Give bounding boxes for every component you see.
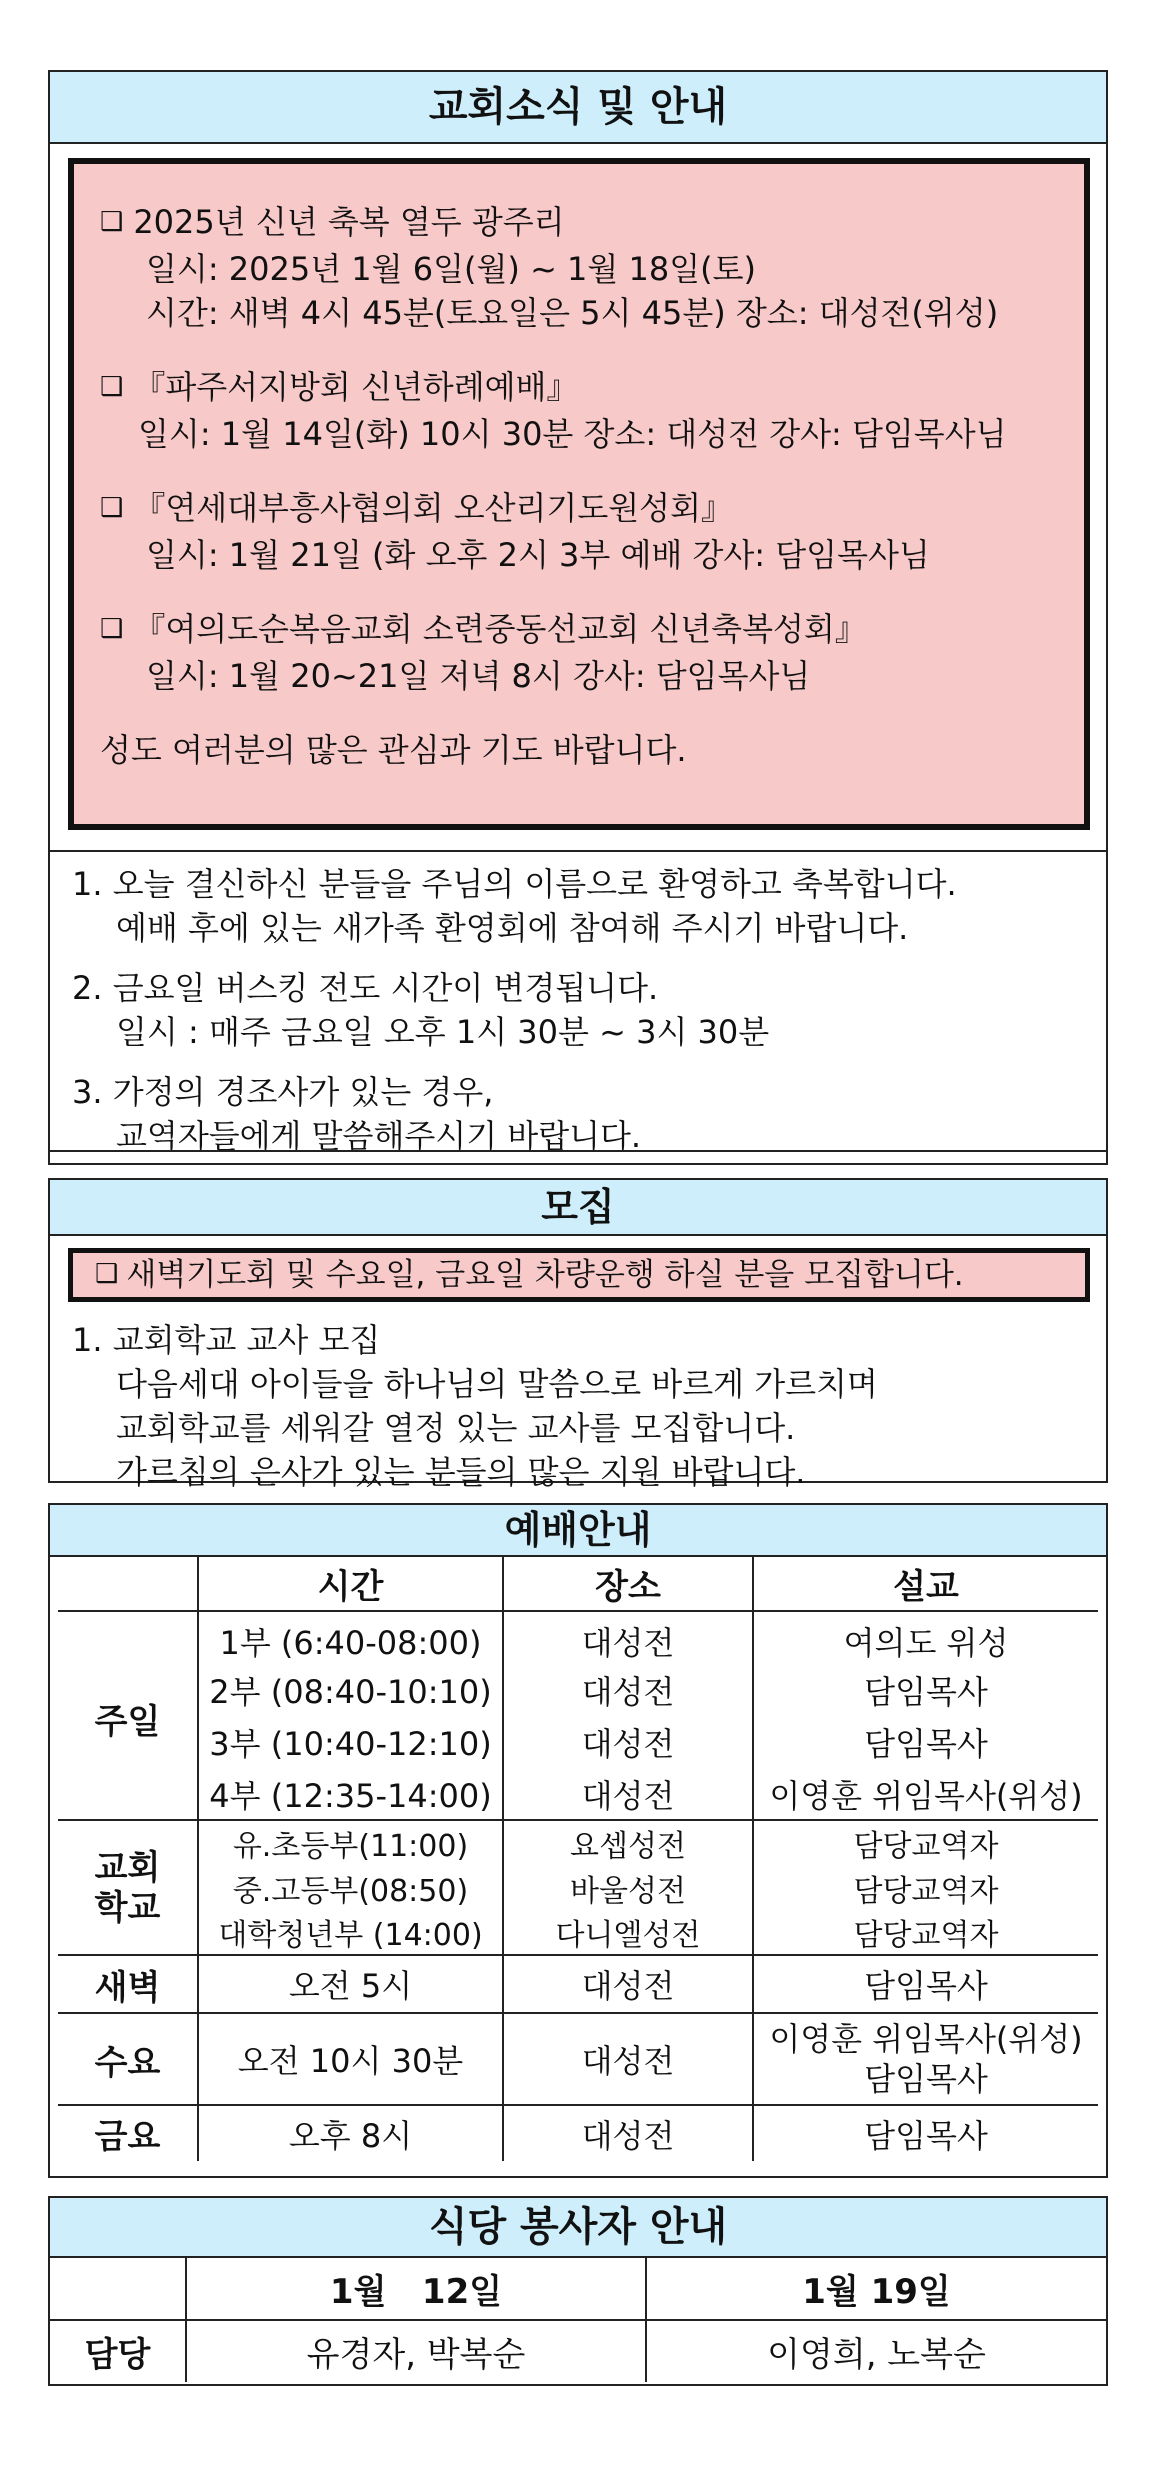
service-place: 대성전 xyxy=(503,1716,753,1768)
notice-text: 오늘 결신하신 분들을 주님의 이름으로 환영하고 축복합니다. xyxy=(112,865,957,903)
service-place: 대성전 xyxy=(503,1611,753,1664)
table-header-row xyxy=(58,1557,1098,1611)
table-row xyxy=(58,1910,1098,1955)
notice-item xyxy=(72,1070,957,1158)
service-preacher: 여의도 위성 xyxy=(843,1624,1009,1662)
wednesday-label: 수요 xyxy=(58,2013,198,2105)
church-news-section xyxy=(48,70,1108,1165)
dining-title: 식당 봉사자 안내 xyxy=(50,2198,1106,2258)
dining-table xyxy=(50,2258,1106,2382)
friday-label: 금요 xyxy=(58,2105,198,2161)
event-item xyxy=(100,486,1084,577)
service-time: 오후 8시 xyxy=(198,2105,503,2161)
notice-subtext: 교역자들에게 말씀해주시기 바랍니다. xyxy=(116,1117,642,1155)
service-preacher: 이영훈 위임목사(위성) 담임목사 xyxy=(753,2013,1098,2105)
checkbox-bullet-icon: ❑ xyxy=(100,493,124,523)
service-time: 오전 5시 xyxy=(198,1955,503,2013)
service-place: 다니엘성전 xyxy=(503,1910,753,1955)
divider xyxy=(50,1150,1106,1152)
service-time: 중.고등부(08:50) xyxy=(198,1865,503,1910)
service-time: 오전 10시 30분 xyxy=(198,2013,503,2105)
service-time: 2부 (08:40-10:10) xyxy=(198,1664,503,1716)
worship-table xyxy=(58,1557,1098,2161)
recruit-line: 교회학교를 세워갈 열정 있는 교사를 모집합니다. xyxy=(116,1409,796,1447)
notice-list xyxy=(72,862,957,1174)
event-detail: 시간: 새벽 4시 45분(토요일은 5시 45분) 장소: 대성전(위성) xyxy=(146,294,999,332)
recruit-line: 가르침의 은사가 있는 분들의 많은 지원 바랍니다. xyxy=(116,1453,806,1491)
notice-item xyxy=(72,862,957,950)
checkbox-bullet-icon: ❑ xyxy=(100,207,124,237)
events-box xyxy=(68,158,1090,830)
table-row xyxy=(58,1820,1098,1865)
dining-date: 1월 19일 xyxy=(646,2258,1106,2320)
service-place: 요셉성전 xyxy=(503,1820,753,1865)
service-preacher: 담임목사 xyxy=(753,1955,1098,2013)
service-preacher: 담당교역자 xyxy=(853,1829,999,1864)
closing-message: 성도 여러분의 많은 관심과 기도 바랍니다. xyxy=(100,731,687,769)
service-place: 대성전 xyxy=(503,2105,753,2161)
recruit-banner xyxy=(68,1248,1090,1302)
dining-volunteers: 이영희, 노복순 xyxy=(767,2335,986,2375)
service-time: 3부 (10:40-12:10) xyxy=(198,1716,503,1768)
event-item xyxy=(100,200,1084,335)
recruit-item-number: 1. xyxy=(72,1321,103,1359)
event-title: 2025년 신년 축복 열두 광주리 xyxy=(133,203,565,241)
service-place: 대성전 xyxy=(503,2013,753,2105)
event-title: 『여의도순복음교회 소련중동선교회 신년축복성회』 xyxy=(133,610,867,648)
event-detail: 일시: 1월 20~21일 저녁 8시 강사: 담임목사님 xyxy=(146,657,811,695)
event-detail: 일시: 2025년 1월 6일(월) ~ 1월 18일(토) xyxy=(146,250,757,288)
table-row xyxy=(50,2258,1106,2320)
checkbox-bullet-icon: ❑ xyxy=(100,372,124,402)
table-row xyxy=(58,1716,1098,1768)
table-row xyxy=(58,2105,1098,2161)
dining-section xyxy=(48,2196,1108,2386)
service-time: 유.초등부(11:00) xyxy=(198,1820,503,1865)
header-time: 시간 xyxy=(198,1557,503,1611)
event-detail: 일시: 1월 21일 (화 오후 2시 3부 예배 강사: 담임목사님 xyxy=(146,536,930,574)
recruit-section xyxy=(48,1178,1108,1491)
notice-text: 금요일 버스킹 전도 시간이 변경됩니다. xyxy=(112,969,659,1007)
service-time: 1부 (6:40-08:00) xyxy=(198,1611,503,1664)
header-place: 장소 xyxy=(503,1557,753,1611)
service-place: 대성전 xyxy=(503,1768,753,1820)
service-preacher: 담당교역자 xyxy=(753,1910,1098,1955)
event-title: 『파주서지방회 신년하례예배』 xyxy=(133,368,579,406)
service-preacher: 담임목사 xyxy=(864,1725,988,1763)
service-time: 4부 (12:35-14:00) xyxy=(198,1768,503,1820)
recruit-banner-text: 새벽기도회 및 수요일, 금요일 차량운행 하실 분을 모집합니다. xyxy=(126,1257,964,1293)
header-preacher: 설교 xyxy=(753,1557,1098,1611)
sunday-label: 주일 xyxy=(58,1611,198,1820)
dining-date: 1월 12일 xyxy=(186,2258,646,2320)
table-row xyxy=(58,1768,1098,1820)
dining-volunteers: 유경자, 박복순 xyxy=(186,2320,646,2382)
recruit-body xyxy=(72,1318,878,1494)
table-row xyxy=(58,1955,1098,2013)
notice-number: 3. xyxy=(72,1073,103,1111)
divider xyxy=(50,850,1106,852)
service-place: 바울성전 xyxy=(503,1865,753,1910)
worship-section xyxy=(48,1503,1108,2178)
service-place: 대성전 xyxy=(503,1955,753,2013)
notice-number: 1. xyxy=(72,865,103,903)
event-item xyxy=(100,365,1084,456)
service-preacher: 담임목사 xyxy=(864,2116,988,2155)
recruit-line: 다음세대 아이들을 하나님의 말씀으로 바르게 가르치며 xyxy=(116,1365,878,1403)
checkbox-bullet-icon: ❑ xyxy=(100,614,124,644)
event-item xyxy=(100,607,1084,698)
worship-title: 예배안내 xyxy=(50,1505,1106,1557)
service-time: 대학청년부 (14:00) xyxy=(198,1910,503,1955)
notice-number: 2. xyxy=(72,969,103,1007)
notice-subtext: 예배 후에 있는 새가족 환영회에 참여해 주시기 바랍니다. xyxy=(116,909,909,947)
notice-text: 가정의 경조사가 있는 경우, xyxy=(112,1073,494,1111)
service-preacher: 이영훈 위임목사(위성) xyxy=(753,1768,1098,1820)
notice-subtext: 일시 : 매주 금요일 오후 1시 30분 ~ 3시 30분 xyxy=(116,1013,770,1051)
service-preacher: 담당교역자 xyxy=(853,1873,999,1909)
service-preacher: 담임목사 xyxy=(864,1673,988,1711)
dining-row-label: 담당 xyxy=(50,2320,186,2382)
church-news-title: 교회소식 및 안내 xyxy=(50,72,1106,144)
recruit-item-title: 교회학교 교사 모집 xyxy=(112,1321,381,1359)
table-row xyxy=(58,1664,1098,1716)
table-row xyxy=(50,2320,1106,2382)
dawn-label: 새벽 xyxy=(58,1955,198,2013)
church-school-label: 교회 학교 xyxy=(58,1820,198,1955)
notice-item xyxy=(72,966,957,1054)
table-row xyxy=(58,2013,1098,2105)
event-detail: 일시: 1월 14일(화) 10시 30분 장소: 대성전 강사: 담임목사님 xyxy=(138,415,1007,453)
table-row xyxy=(58,1611,1098,1664)
checkbox-bullet-icon: ❑ xyxy=(95,1259,119,1289)
event-title: 『연세대부흥사협의회 오산리기도원성회』 xyxy=(133,489,733,527)
recruit-title: 모집 xyxy=(50,1180,1106,1236)
service-place: 대성전 xyxy=(503,1664,753,1716)
table-row xyxy=(58,1865,1098,1910)
